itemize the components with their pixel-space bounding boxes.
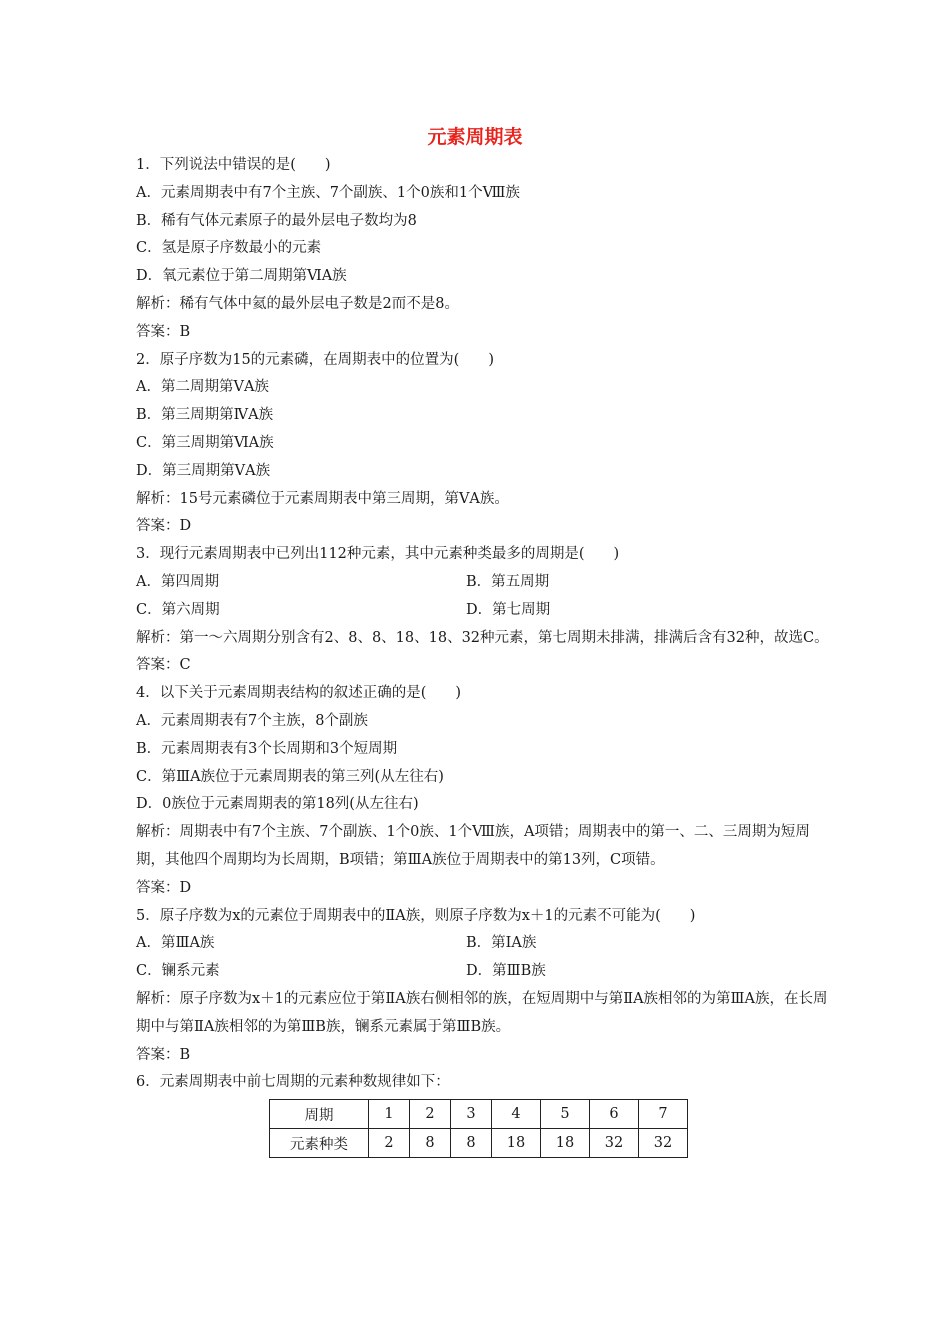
question-2-option-a: A．第二周期第ⅤA族 [136, 379, 269, 396]
question-2-option-c: C．第三周期第ⅥA族 [136, 434, 274, 451]
question-4-analysis: 解析：周期表中有7个主族、7个副族、1个0族、1个Ⅷ族，A项错；周期表中的第一、二、三周期为短周期，其他四个周期均为长周期，B项错；第ⅢA族位于周期表中的第13列，C项错。 [136, 824, 810, 868]
question-1-option-a: A．元素周期表中有7个主族、7个副族、1个0族和1个Ⅷ族 [136, 184, 520, 201]
page-title: 元素周期表 [427, 126, 523, 148]
question-3-option-b: B．第五周期 [466, 573, 550, 590]
question-3-option-c: C．第六周期 [136, 601, 220, 618]
document-body [136, 152, 836, 1158]
table-cell: 7 [639, 1100, 688, 1129]
question-1-option-c: C．氢是原子序数最小的元素 [136, 240, 322, 257]
question-5-options-row-1 [136, 930, 836, 958]
question-2-answer: 答案：D [136, 518, 192, 535]
question-4-option-d: D．0族位于元素周期表的第18列(从左往右) [136, 796, 419, 813]
question-5-option-d: D．第ⅢB族 [466, 963, 546, 980]
question-3-analysis: 解析：第一～六周期分别含有2、8、8、18、18、32种元素，第七周期未排满，排满后含有32种，故选C。 [136, 629, 829, 646]
question-3-answer: 答案：C [136, 657, 191, 674]
question-1-stem: 1．下列说法中错误的是( ) [136, 157, 331, 173]
question-5-answer: 答案：B [136, 1046, 191, 1063]
question-5-stem: 5．原子序数为x的元素位于周期表中的ⅡA族，则原子序数为x＋1的元素不可能为( ) [136, 907, 696, 924]
question-4-option-b: B．元素周期表有3个长周期和3个短周期 [136, 740, 398, 757]
question-2-stem: 2．原子序数为15的元素磷，在周期表中的位置为( ) [136, 351, 494, 368]
table-cell: 8 [410, 1129, 451, 1158]
table-row-counts [270, 1129, 688, 1158]
question-5-option-a: A．第ⅢA族 [136, 935, 215, 952]
table-row-periods [270, 1100, 688, 1129]
question-1-answer: 答案：B [136, 323, 191, 340]
question-3-option-d: D．第七周期 [466, 601, 551, 618]
question-1-analysis: 解析：稀有气体中氦的最外层电子数是2而不是8。 [136, 295, 459, 312]
question-4-option-a: A．元素周期表有7个主族，8个副族 [136, 712, 368, 729]
question-1-option-d: D．氧元素位于第二周期第ⅥA族 [136, 268, 347, 285]
question-3-option-a: A．第四周期 [136, 573, 219, 590]
question-2-analysis: 解析：15号元素磷位于元素周期表中第三周期，第ⅤA族。 [136, 490, 509, 507]
table-cell: 2 [369, 1129, 410, 1158]
question-2-option-b: B．第三周期第ⅣA族 [136, 407, 274, 424]
table-header-element-count: 元素种类 [270, 1129, 369, 1158]
table-cell: 5 [541, 1100, 590, 1129]
table-cell: 32 [590, 1129, 639, 1158]
question-3-stem: 3．现行元素周期表中已列出112种元素，其中元素种类最多的周期是( ) [136, 546, 620, 563]
table-header-period: 周期 [270, 1100, 369, 1129]
element-count-table [269, 1099, 688, 1158]
question-5-analysis: 解析：原子序数为x＋1的元素应位于第ⅡA族右侧相邻的族，在短周期中与第ⅡA族相邻的为第ⅢA族，在长周期中与第ⅡA族相邻的为第ⅢB族，镧系元素属于第ⅢB族。 [136, 990, 828, 1035]
table-cell: 6 [590, 1100, 639, 1129]
table-cell: 3 [451, 1100, 492, 1129]
question-3-options-row-1 [136, 569, 836, 597]
table-cell: 18 [541, 1129, 590, 1158]
question-4-option-c: C．第ⅢA族位于元素周期表的第三列(从左往右) [136, 768, 444, 785]
table-cell: 18 [492, 1129, 541, 1158]
question-5-option-b: B．第ⅠA族 [466, 935, 537, 952]
table-cell: 8 [451, 1129, 492, 1158]
question-5-option-c: C．镧系元素 [136, 963, 220, 980]
table-cell: 2 [410, 1100, 451, 1129]
question-2-option-d: D．第三周期第ⅤA族 [136, 462, 271, 479]
table-cell: 1 [369, 1100, 410, 1129]
question-3-options-row-2 [136, 597, 836, 625]
question-5-options-row-2 [136, 958, 836, 986]
question-4-answer: 答案：D [136, 879, 192, 896]
question-4-stem: 4．以下关于元素周期表结构的叙述正确的是( ) [136, 685, 462, 702]
question-1-option-b: B．稀有气体元素原子的最外层电子数均为8 [136, 212, 417, 229]
question-6-stem: 6．元素周期表中前七周期的元素种数规律如下： [136, 1074, 450, 1091]
table-cell: 4 [492, 1100, 541, 1129]
table-cell: 32 [639, 1129, 688, 1158]
